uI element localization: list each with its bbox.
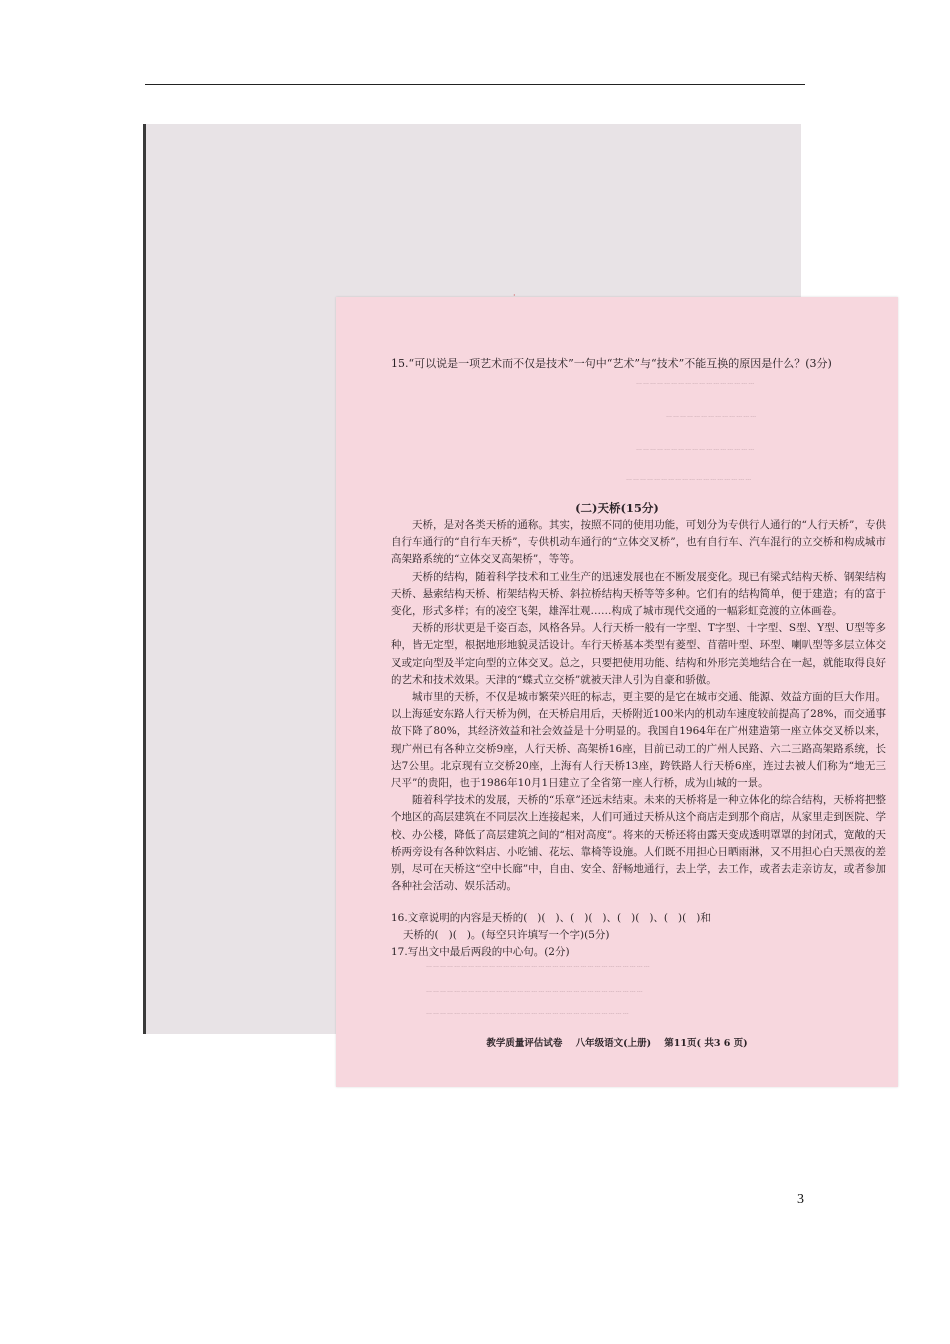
question-16-line-2: 天桥的( )( )。(每空只许填写一个字)(5分)	[403, 929, 610, 941]
header-rule	[145, 84, 805, 85]
bleed-through-text: ┄┄┄┄┄┄┄┄┄┄┄┄┄┄┄┄┄	[636, 445, 756, 456]
bleed-through-text: ┄┄┄┄┄┄┄┄┄┄┄┄┄┄┄┄┄┄┄┄┄┄┄┄┄┄┄┄┄	[426, 1009, 630, 1020]
questions	[391, 910, 886, 961]
scanned-image	[143, 124, 886, 1049]
question-16-line-1: 16.文章说明的内容是天桥的( )( )、( )( )、( )( )、( )( )和	[391, 912, 711, 924]
paragraph: 天桥的形状更是千姿百态，风格各异。人行天桥一般有一字型、T字型、十字型、S型、Y型、U型等多种，皆无定型，根据地形地貌灵活设计。车行天桥基本类型有菱型、苜蓿叶型、环型、喇叭型等多层立体交叉或定向型及半定向型的立体交叉。总之，只要把使用功能、结构和外形完美地结合在一起，就能取得良好的艺术和技术效果。天津的“蝶式立交桥”就被天津人引为自豪和骄傲。	[391, 622, 886, 686]
bleed-through-text: ┄┄┄┄┄┄┄┄┄┄┄┄┄┄┄┄┄┄	[626, 475, 753, 486]
bleed-through-text: ┄┄┄┄┄┄┄┄┄┄┄┄┄┄┄┄┄	[636, 379, 756, 390]
paragraph: 天桥，是对各类天桥的通称。其实，按照不同的使用功能，可划分为专供行人通行的“人行天桥”，专供自行车通行的“自行车天桥”，专供机动车通行的“立体交叉桥”，也有自行车、汽车混行的立交桥和构成城市高架路系统的“立体交叉高架桥”，等等。	[391, 519, 886, 566]
exam-paper	[336, 291, 898, 1087]
exam-footer: 教学质量评估试卷 八年级语文(上册) 第11页( 共3 6 页)	[486, 1038, 748, 1049]
section-title: (二)天桥(15分)	[575, 501, 659, 515]
question-15: 15.“可以说是一项艺术而不仅是技术”一句中“艺术”与“技术”不能互换的原因是什么？(3分)	[391, 357, 832, 370]
red-mark: ·	[513, 291, 516, 300]
bleed-through-text: ┄┄┄┄┄┄┄┄┄┄┄┄┄┄┄┄┄┄┄┄┄┄┄┄┄┄┄┄┄┄┄┄	[426, 962, 651, 973]
paragraph: 天桥的结构，随着科学技术和工业生产的迅速发展也在不断发展变化。现已有梁式结构天桥、钢架结构天桥、悬索结构天桥、桁架结构天桥、斜拉桥结构天桥等等多种。它们有的结构简单，便于建造；有的富于变化，形式多样；有的凌空飞架，雄浑壮观……构成了城市现代交通的一幅彩虹竞渡的立体画卷。	[391, 570, 886, 618]
paragraph: 城市里的天桥，不仅是城市繁荣兴旺的标志，更主要的是它在城市交通、能源、效益方面的巨大作用。以上海延安东路人行天桥为例，在天桥启用后，天桥附近100米内的机动车速度较前提高了28%，而交通事故下降了80%，其经济效益和社会效益是十分明显的。我国自1964年在广州建造第一座立体交叉桥以来，现广州已有各种立交桥9座，人行天桥、高架桥16座，目前已动工的广州人民路、六二三路高架路系统，长达7公里。北京现有立交桥20座，上海有人行天桥13座，跨铁路人行天桥6座，连过去被人们称为“地无三尺平”的贵阳，也于1986年10月1日建立了全省第一座人行桥，成为山城的一景。	[391, 691, 886, 790]
bleed-through-text: ┄┄┄┄┄┄┄┄┄┄┄┄┄	[666, 412, 758, 423]
page-number: 3	[797, 1192, 804, 1207]
paragraph: 随着科学技术的发展，天桥的“乐章”还远未结束。未来的天桥将是一种立体化的综合结构，天桥将把整个地区的高层建筑在不同层次上连接起来，人们可通过天桥从这个商店走到那个商店，从家里走到医院、学校、办公楼，降低了高层建筑之间的“相对高度”。将来的天桥还将由露天变成透明罩罩的封闭式，宽敞的天桥两旁设有各种饮料店、小吃铺、花坛、靠椅等设施。人们既不用担心日晒雨淋，又不用担心白天黑夜的差别，尽可在天桥这“空中长廊”中，自由、安全、舒畅地通行，去上学，去工作，或者去走亲访友，或者参加各种社会活动、娱乐活动。	[391, 794, 886, 893]
bleed-through-text: ┄┄┄┄┄┄┄┄┄┄┄┄┄┄┄┄┄┄┄┄┄┄┄┄┄┄┄┄┄┄┄	[426, 987, 644, 998]
passage	[391, 517, 886, 895]
question-17: 17.写出文中最后两段的中心句。(2分)	[391, 946, 570, 958]
